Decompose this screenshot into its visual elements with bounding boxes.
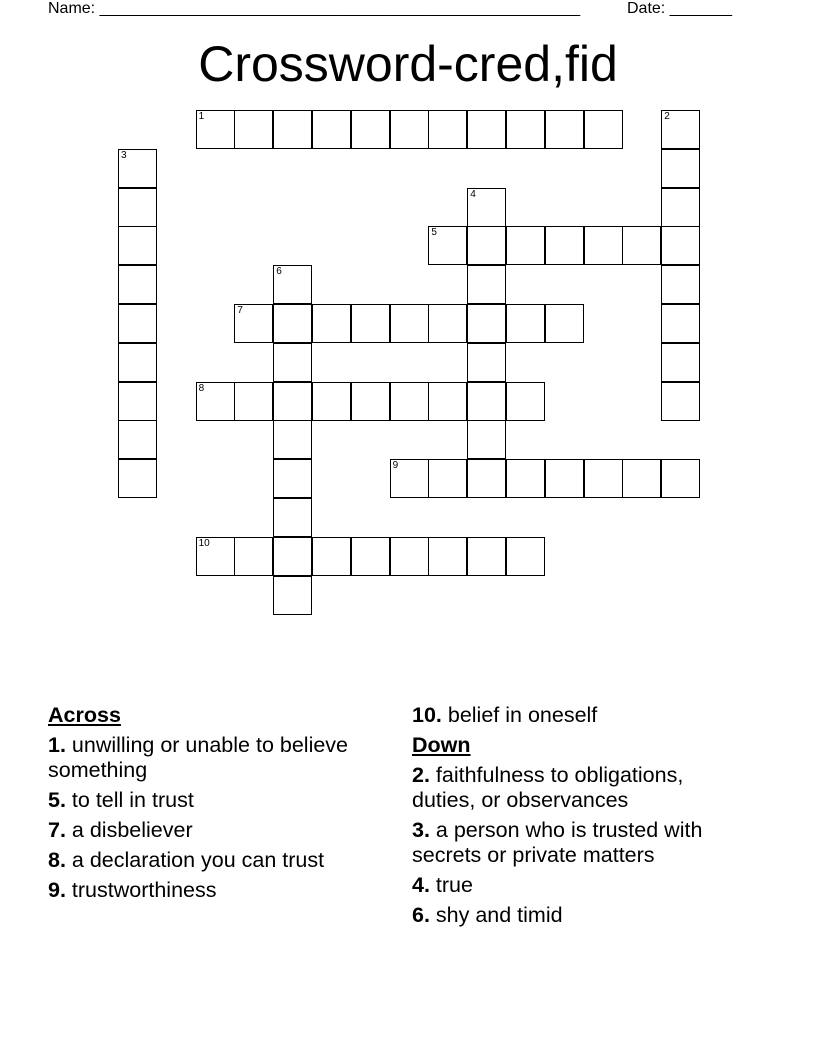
grid-cell[interactable] [584,459,623,498]
grid-cell[interactable] [312,537,351,576]
grid-cell[interactable] [390,110,429,149]
down-clue [412,903,752,928]
grid-cell[interactable] [273,537,312,576]
grid-cell[interactable] [428,382,467,421]
grid-cell[interactable] [196,537,235,576]
grid-cell[interactable] [545,304,584,343]
grid-cell[interactable] [545,459,584,498]
grid-cell[interactable] [506,110,545,149]
grid-cell[interactable] [622,459,661,498]
grid-cell[interactable] [467,459,506,498]
cell-number: 7 [237,305,243,316]
grid-cell[interactable] [234,110,273,149]
grid-cell[interactable] [118,420,157,459]
grid-cell[interactable] [234,537,273,576]
grid-cell[interactable] [118,304,157,343]
grid-cell[interactable] [234,304,273,343]
across-heading: Across [48,703,121,727]
cell-number: 5 [431,227,437,239]
grid-cell[interactable] [467,382,506,421]
clue-number: 4. [412,873,430,897]
clue-text: a declaration you can trust [65,848,325,872]
across-clue [48,848,388,873]
clue-number: 3. [412,818,430,842]
grid-cell[interactable] [467,188,506,227]
page-title: Crossword-cred,fid [198,36,618,92]
grid-cell[interactable] [273,498,312,537]
clue-text: true [429,873,473,897]
clue-text: to tell in trust [65,788,194,812]
grid-cell[interactable] [273,343,312,382]
grid-cell[interactable] [661,110,700,149]
clue-number: 1. [48,733,66,757]
grid-cell[interactable] [273,459,312,498]
grid-cell[interactable] [584,226,623,265]
grid-cell[interactable] [506,537,545,576]
clue-text: unwilling or unable to believe something [48,733,349,782]
down-clue [412,818,752,868]
clue-number: 8. [48,848,66,872]
grid-cell[interactable] [273,420,312,459]
grid-cell[interactable] [467,265,506,304]
grid-cell[interactable] [545,226,584,265]
cell-number: 8 [198,382,205,394]
grid-cell[interactable] [467,110,506,149]
grid-cell[interactable] [351,110,390,149]
grid-cell[interactable] [506,459,545,498]
grid-cell[interactable] [428,459,467,498]
cell-number: 3 [121,149,127,161]
grid-cell[interactable] [661,343,700,382]
clue-number: 10. [412,703,442,727]
grid-cell[interactable] [118,149,157,188]
grid-cell[interactable] [273,576,312,615]
grid-cell[interactable] [273,265,312,304]
grid-cell[interactable] [118,343,157,382]
grid-cell[interactable] [467,537,506,576]
grid-cell[interactable] [428,537,467,576]
clue-number: 2. [412,763,430,787]
grid-cell[interactable] [351,304,390,343]
grid-cell[interactable] [467,304,506,343]
grid-cell[interactable] [273,304,312,343]
grid-cell[interactable] [390,382,429,421]
grid-cell[interactable] [661,188,700,227]
cell-number: 10 [198,537,210,549]
grid-cell[interactable] [661,226,700,265]
clue-column-right [412,703,752,933]
down-heading: Down [412,733,471,757]
clue-text: faithfulness to obligations, duties, or observances [412,763,684,812]
grid-cell[interactable] [661,382,700,421]
across-clue [412,703,752,728]
grid-cell[interactable] [351,382,390,421]
grid-cell[interactable] [622,226,661,265]
grid-cell[interactable] [584,110,623,149]
grid-cell[interactable] [312,110,351,149]
grid-cell[interactable] [196,382,235,421]
clue-text: belief in oneself [441,703,598,727]
name-field-label: Name: ______________________________________________________ [48,0,581,17]
grid-cell[interactable] [506,304,545,343]
clue-text: a disbeliever [65,818,193,842]
across-clue [48,788,388,813]
grid-cell[interactable] [196,110,235,149]
grid-cell[interactable] [428,110,467,149]
down-clue [412,873,752,898]
grid-cell[interactable] [428,304,467,343]
clue-number: 6. [412,903,430,927]
grid-cell[interactable] [118,459,157,498]
clue-number: 9. [48,878,66,902]
grid-cell[interactable] [390,459,429,498]
grid-cell[interactable] [545,110,584,149]
grid-cell[interactable] [118,265,157,304]
grid-cell[interactable] [351,537,390,576]
grid-cell[interactable] [312,304,351,343]
date-field-label: Date: _______ [627,0,732,17]
across-clue [48,733,388,783]
clue-text: a person who is trusted with secrets or private matters [412,818,703,867]
grid-cell[interactable] [118,188,157,227]
cell-number: 1 [198,111,205,122]
grid-cell[interactable] [506,382,545,421]
grid-cell[interactable] [467,343,506,382]
across-clue [48,878,388,903]
grid-cell[interactable] [661,265,700,304]
grid-cell[interactable] [506,226,545,265]
grid-cell[interactable] [661,149,700,188]
cell-number: 6 [276,266,282,278]
grid-cell[interactable] [467,420,506,459]
clue-number: 5. [48,788,66,812]
cell-number: 9 [392,460,399,472]
clue-text: trustworthiness [65,878,217,902]
grid-cell[interactable] [312,382,351,421]
clue-column-left [48,703,388,908]
clue-text: shy and timid [429,903,563,927]
grid-cell[interactable] [390,537,429,576]
grid-cell[interactable] [661,459,700,498]
grid-cell[interactable] [118,382,157,421]
cell-number: 4 [470,188,476,200]
grid-cell[interactable] [428,226,467,265]
grid-cell[interactable] [467,226,506,265]
grid-cell[interactable] [273,110,312,149]
cell-number: 2 [664,111,670,122]
grid-cell[interactable] [273,382,312,421]
grid-cell[interactable] [390,304,429,343]
across-clue [48,818,388,843]
grid-cell[interactable] [234,382,273,421]
down-clue [412,763,752,813]
grid-cell[interactable] [661,304,700,343]
grid-cell[interactable] [118,226,157,265]
clue-number: 7. [48,818,66,842]
